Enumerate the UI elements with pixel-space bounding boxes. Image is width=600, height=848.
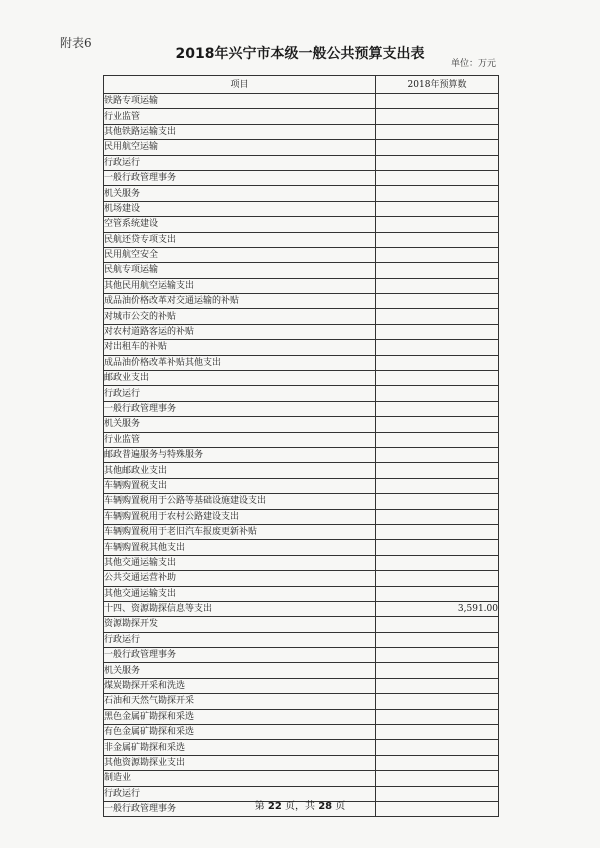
table-row bbox=[104, 586, 499, 601]
row-budget-value bbox=[376, 463, 499, 478]
column-header-budget: 2018年预算数 bbox=[376, 76, 499, 94]
table-row bbox=[104, 355, 499, 370]
row-item-label: 煤炭勘探开采和洗选 bbox=[104, 678, 376, 693]
row-item-label: 行政运行 bbox=[104, 786, 376, 801]
table-row bbox=[104, 94, 499, 109]
table-row bbox=[104, 678, 499, 693]
row-budget-value bbox=[376, 648, 499, 663]
table-row bbox=[104, 432, 499, 447]
row-budget-value bbox=[376, 263, 499, 278]
row-budget-value bbox=[376, 555, 499, 570]
table-row bbox=[104, 263, 499, 278]
row-budget-value bbox=[376, 694, 499, 709]
row-item-label: 民用航空安全 bbox=[104, 247, 376, 262]
row-item-label: 民航专项运输 bbox=[104, 263, 376, 278]
table-header-row bbox=[104, 76, 499, 94]
row-budget-value bbox=[376, 771, 499, 786]
attachment-label: 附表6 bbox=[60, 36, 92, 50]
table-row bbox=[104, 509, 499, 524]
table-row bbox=[104, 371, 499, 386]
row-item-label: 成品油价格改革对交通运输的补贴 bbox=[104, 294, 376, 309]
unit-label: 单位：万元 bbox=[450, 59, 496, 69]
row-item-label: 一般行政管理事务 bbox=[104, 648, 376, 663]
row-budget-value bbox=[376, 155, 499, 170]
row-item-label: 十四、资源勘探信息等支出 bbox=[104, 601, 376, 616]
table-row bbox=[104, 109, 499, 124]
row-budget-value bbox=[376, 617, 499, 632]
table-row bbox=[104, 417, 499, 432]
row-budget-value bbox=[376, 432, 499, 447]
table-row bbox=[104, 478, 499, 493]
row-budget-value bbox=[376, 94, 499, 109]
row-item-label: 行政运行 bbox=[104, 155, 376, 170]
table-row bbox=[104, 694, 499, 709]
table-row bbox=[104, 617, 499, 632]
table-row bbox=[104, 447, 499, 462]
row-item-label: 车辆购置税用于农村公路建设支出 bbox=[104, 509, 376, 524]
table-row bbox=[104, 663, 499, 678]
row-budget-value bbox=[376, 278, 499, 293]
table-row bbox=[104, 771, 499, 786]
row-item-label: 行政运行 bbox=[104, 386, 376, 401]
row-item-label: 制造业 bbox=[104, 771, 376, 786]
row-budget-value bbox=[376, 170, 499, 185]
table-row bbox=[104, 494, 499, 509]
row-budget-value bbox=[376, 663, 499, 678]
row-item-label: 其他交通运输支出 bbox=[104, 586, 376, 601]
row-budget-value bbox=[376, 309, 499, 324]
row-budget-value bbox=[376, 401, 499, 416]
table-row bbox=[104, 186, 499, 201]
row-item-label: 对出租车的补贴 bbox=[104, 340, 376, 355]
table-row bbox=[104, 740, 499, 755]
footer-prefix: 第 bbox=[254, 801, 265, 812]
page-title: 2018年兴宁市本级一般公共预算支出表 bbox=[175, 46, 425, 62]
row-item-label: 行政运行 bbox=[104, 632, 376, 647]
row-budget-value bbox=[376, 678, 499, 693]
page-footer bbox=[0, 797, 600, 812]
table-row bbox=[104, 340, 499, 355]
row-item-label: 成品油价格改革补贴其他支出 bbox=[104, 355, 376, 370]
table-body bbox=[104, 94, 499, 817]
footer-page-number: 22 bbox=[267, 801, 282, 812]
row-budget-value bbox=[376, 755, 499, 770]
row-item-label: 公共交通运营补助 bbox=[104, 571, 376, 586]
row-item-label: 行业监管 bbox=[104, 109, 376, 124]
row-item-label: 车辆购置税其他支出 bbox=[104, 540, 376, 555]
row-item-label: 铁路专项运输 bbox=[104, 94, 376, 109]
row-item-label: 其他交通运输支出 bbox=[104, 555, 376, 570]
table-row bbox=[104, 555, 499, 570]
table-row bbox=[104, 709, 499, 724]
row-item-label: 对农村道路客运的补贴 bbox=[104, 324, 376, 339]
budget-table bbox=[103, 75, 499, 817]
row-item-label: 行业监管 bbox=[104, 432, 376, 447]
row-budget-value bbox=[376, 740, 499, 755]
footer-suffix: 页 bbox=[335, 801, 346, 812]
table-row bbox=[104, 401, 499, 416]
row-budget-value bbox=[376, 140, 499, 155]
footer-middle: 页，共 bbox=[285, 801, 315, 812]
row-item-label: 机关服务 bbox=[104, 663, 376, 678]
row-item-label: 有色金属矿勘探和采选 bbox=[104, 725, 376, 740]
row-budget-value bbox=[376, 417, 499, 432]
row-budget-value bbox=[376, 294, 499, 309]
row-item-label: 邮政业支出 bbox=[104, 371, 376, 386]
row-item-label: 其他邮政业支出 bbox=[104, 463, 376, 478]
row-item-label: 其他资源勘探业支出 bbox=[104, 755, 376, 770]
table-row bbox=[104, 524, 499, 539]
row-item-label: 车辆购置税支出 bbox=[104, 478, 376, 493]
table-row bbox=[104, 386, 499, 401]
table-row bbox=[104, 601, 499, 616]
row-budget-value bbox=[376, 725, 499, 740]
row-budget-value bbox=[376, 201, 499, 216]
row-budget-value bbox=[376, 324, 499, 339]
row-budget-value bbox=[376, 371, 499, 386]
table-row bbox=[104, 124, 499, 139]
row-item-label: 邮政普遍服务与特殊服务 bbox=[104, 447, 376, 462]
row-budget-value bbox=[376, 586, 499, 601]
row-budget-value bbox=[376, 524, 499, 539]
table-row bbox=[104, 155, 499, 170]
row-budget-value bbox=[376, 540, 499, 555]
row-budget-value bbox=[376, 386, 499, 401]
table-row bbox=[104, 217, 499, 232]
row-budget-value bbox=[376, 247, 499, 262]
row-budget-value bbox=[376, 571, 499, 586]
row-item-label: 车辆购置税用于公路等基础设施建设支出 bbox=[104, 494, 376, 509]
table-row bbox=[104, 632, 499, 647]
table-row bbox=[104, 278, 499, 293]
table-row bbox=[104, 232, 499, 247]
row-item-label: 一般行政管理事务 bbox=[104, 170, 376, 185]
row-budget-value bbox=[376, 709, 499, 724]
table-row bbox=[104, 725, 499, 740]
row-item-label: 一般行政管理事务 bbox=[104, 401, 376, 416]
row-item-label: 空管系统建设 bbox=[104, 217, 376, 232]
table-row bbox=[104, 140, 499, 155]
row-item-label: 机场建设 bbox=[104, 201, 376, 216]
row-budget-value bbox=[376, 340, 499, 355]
table-row bbox=[104, 294, 499, 309]
row-item-label: 资源勘探开发 bbox=[104, 617, 376, 632]
footer-total-pages: 28 bbox=[318, 801, 333, 812]
row-item-label: 机关服务 bbox=[104, 186, 376, 201]
table-row bbox=[104, 324, 499, 339]
row-budget-value bbox=[376, 355, 499, 370]
table-row bbox=[104, 463, 499, 478]
row-budget-value bbox=[376, 109, 499, 124]
row-budget-value bbox=[376, 447, 499, 462]
row-budget-value bbox=[376, 509, 499, 524]
row-item-label: 一般行政管理事务 bbox=[104, 801, 376, 816]
row-budget-value bbox=[376, 632, 499, 647]
table-row bbox=[104, 648, 499, 663]
row-item-label: 非金属矿勘探和采选 bbox=[104, 740, 376, 755]
row-item-label: 对城市公交的补贴 bbox=[104, 309, 376, 324]
row-item-label: 车辆购置税用于老旧汽车报废更新补贴 bbox=[104, 524, 376, 539]
row-item-label: 黑色金属矿勘探和采选 bbox=[104, 709, 376, 724]
table-row bbox=[104, 755, 499, 770]
row-item-label: 机关服务 bbox=[104, 417, 376, 432]
row-budget-value bbox=[376, 494, 499, 509]
table-row bbox=[104, 170, 499, 185]
table-row bbox=[104, 571, 499, 586]
row-budget-value bbox=[376, 186, 499, 201]
row-item-label: 民用航空运输 bbox=[104, 140, 376, 155]
row-budget-value bbox=[376, 232, 499, 247]
table-row bbox=[104, 540, 499, 555]
row-item-label: 其他民用航空运输支出 bbox=[104, 278, 376, 293]
row-item-label: 民航还贷专项支出 bbox=[104, 232, 376, 247]
table-row bbox=[104, 309, 499, 324]
table-row bbox=[104, 247, 499, 262]
table-row bbox=[104, 201, 499, 216]
row-item-label: 其他铁路运输支出 bbox=[104, 124, 376, 139]
row-budget-value: 3,591.00 bbox=[376, 601, 499, 616]
row-budget-value bbox=[376, 217, 499, 232]
row-item-label: 石油和天然气勘探开采 bbox=[104, 694, 376, 709]
row-budget-value bbox=[376, 478, 499, 493]
column-header-item: 项目 bbox=[104, 76, 376, 94]
row-budget-value bbox=[376, 124, 499, 139]
